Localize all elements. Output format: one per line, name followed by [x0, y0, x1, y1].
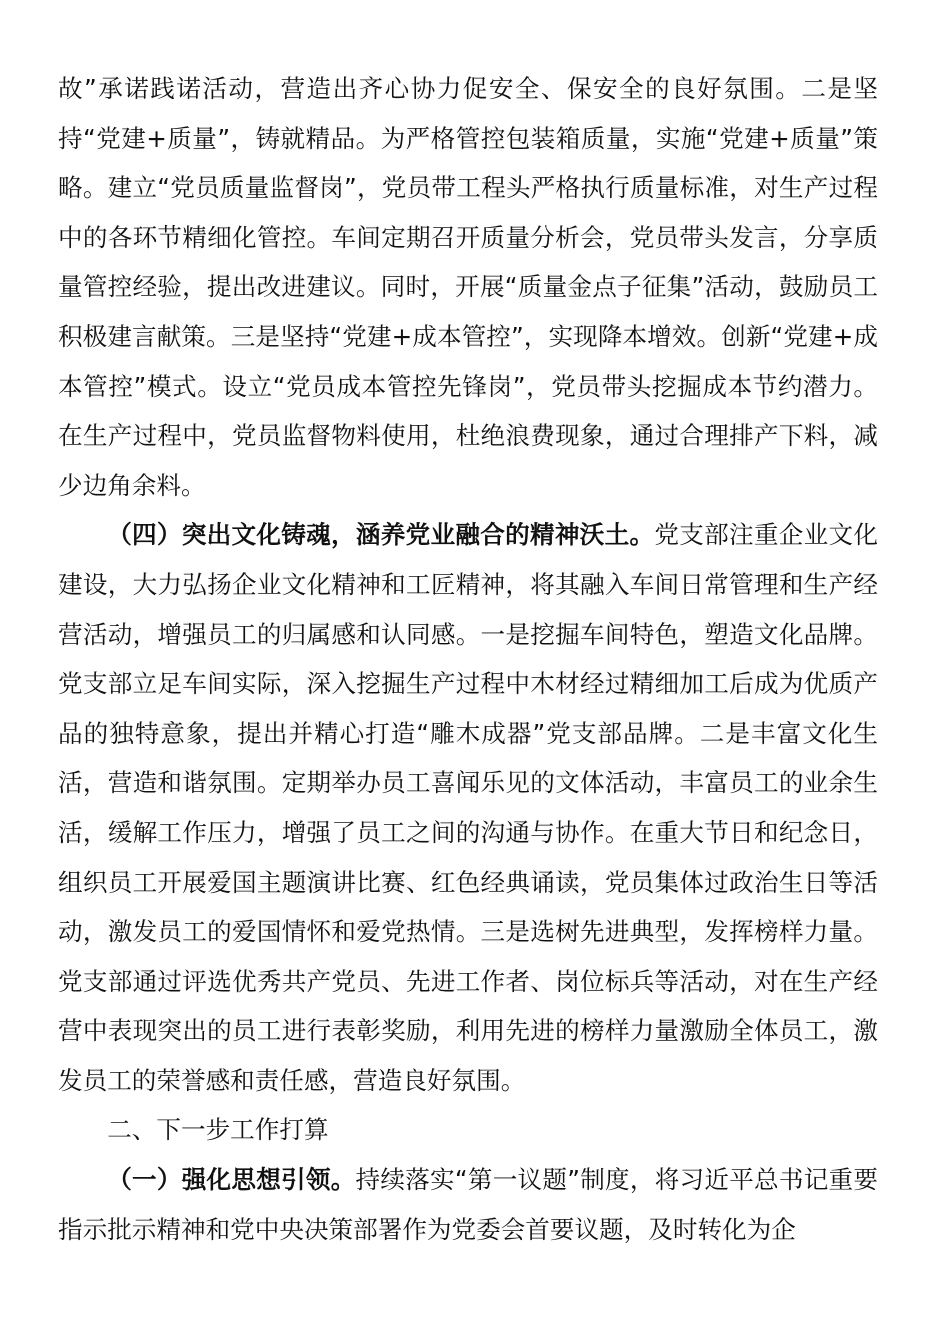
paragraph-culture [58, 510, 878, 1105]
paragraph-heading: （四）突出文化铸魂，涵养党业融合的精神沃土。 [107, 520, 655, 550]
paragraph-ideology [58, 1155, 878, 1254]
paragraph-continuation [58, 64, 878, 510]
document-page [58, 64, 878, 1254]
paragraph-text: 故”承诺践诺活动，营造出齐心协力促安全、保安全的良好氛围。二是坚持“党建+质量”，铸就精品。为严格管控包装箱质量，实施“党建+质量”策略。建立“党员质量监督岗”，党员带工程头严格执行质量标准，对生产过程中的各环节精细化管控。车间定期召开质量分析会，党员带头发言，分享质量管控经验，提出改进建议。同时，开展“质量金点子征集”活动，鼓励员工积极建言献策。三是坚持“党建+成本管控”，实现降本增效。创新“党建+成本管控”模式。设立“党员成本管控先锋岗”，党员带头挖掘成本节约潜力。在生产过程中，党员监督物料使用，杜绝浪费现象，通过合理排产下料，减少边角余料。 [58, 74, 878, 500]
paragraph-text: 党支部注重企业文化建设，大力弘扬企业文化精神和工匠精神，将其融入车间日常管理和生产经营活动，增强员工的归属感和认同感。一是挖掘车间特色，塑造文化品牌。党支部立足车间实际，深入挖掘生产过程中木材经过精细加工后成为优质产品的独特意象，提出并精心打造“雕木成器”党支部品牌。二是丰富文化生活，营造和谐氛围。定期举办员工喜闻乐见的文体活动，丰富员工的业余生活，缓解工作压力，增强了员工之间的沟通与协作。在重大节日和纪念日，组织员工开展爱国主题演讲比赛、红色经典诵读，党员集体过政治生日等活动，激发员工的爱国情怀和爱党热情。三是选树先进典型，发挥榜样力量。党支部通过评选优秀共产党员、先进工作者、岗位标兵等活动，对在生产经营中表现突出的员工进行表彰奖励，利用先进的榜样力量激励全体员工，激发员工的荣誉感和责任感，营造良好氛围。 [58, 520, 878, 1095]
paragraph-text: 持续落实“第一议题”制度，将习近平总书记重要指示批示精神和党中央决策部署作为党委会首要议题，及时转化为企 [58, 1165, 878, 1244]
paragraph-heading: （一）强化思想引领。 [107, 1165, 356, 1195]
section-heading [58, 1105, 878, 1155]
section-heading-text: 二、下一步工作打算 [107, 1115, 329, 1145]
